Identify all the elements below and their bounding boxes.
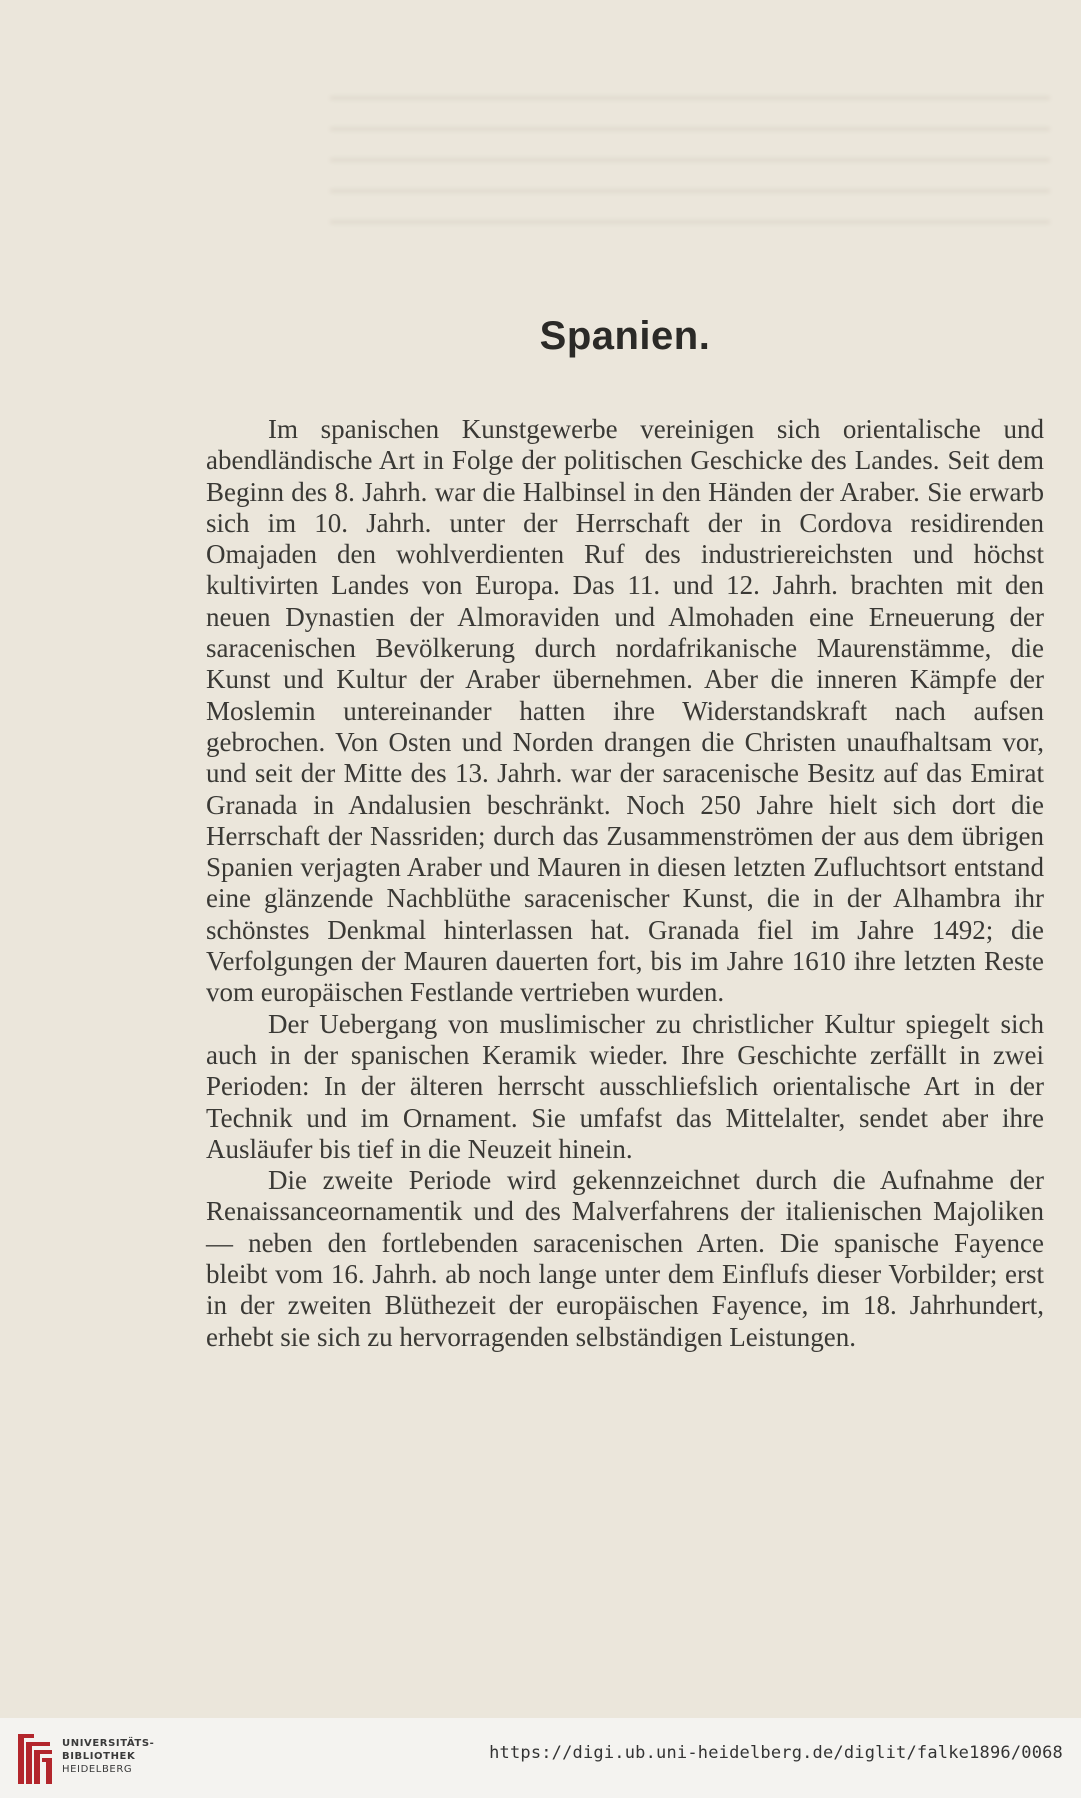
library-name — [62, 1737, 154, 1776]
permalink-url[interactable]: https://digi.ub.uni-heidelberg.de/diglit/falke1896/0068 — [489, 1743, 1063, 1763]
bleed-through-text — [330, 78, 1050, 238]
library-name-line3: HEIDELBERG — [62, 1764, 133, 1775]
paragraph-1: Im spanischen Kunstgewerbe vereinigen sich orientalische und abendländische Art in Folge der politischen Geschicke des Landes. Seit dem Beginn des 8. Jahrh. war die Halbinsel in den Händen der Araber. Sie erwarb sich im 10. Jahrh. unter der Herrschaft der in Cordova residirenden Omajaden den wohlverdienten Ruf des industriereichsten und höchst kultivirten Landes von Europa. Das 11. und 12. Jahrh. brachten mit den neuen Dynastien der Almoraviden und Almohaden eine Erneuerung der saracenischen Bevölkerung durch nordafrikanische Maurenstämme, die Kunst und Kultur der Araber übernehmen. Aber die inneren Kämpfe der Moslemin untereinander hatten ihre Widerstandskraft nach aufsen gebrochen. Von Osten und Norden drangen die Christen unaufhaltsam vor, und seit der Mitte des 13. Jahrh. war der saracenische Besitz auf das Emirat Granada in Andalusien beschränkt. Noch 250 Jahre hielt sich dort die Herrschaft der Nassriden; durch das Zusammenströmen der aus dem übrigen Spanien verjagten Araber und Mauren in diesen letzten Zufluchtsort entstand eine glänzende Nachblüthe saracenischer Kunst, die in der Alhambra ihr schönstes Denkmal hinterlassen hat. Granada fiel im Jahre 1492; die Verfolgungen der Mauren dauerten fort, bis im Jahre 1610 ihre letzten Reste vom europäischen Festlande vertrieben wurden. — [206, 414, 1044, 1008]
library-name-line1: UNIVERSITÄTS- — [62, 1738, 155, 1749]
paragraph-2: Der Uebergang von muslimischer zu christlicher Kultur spiegelt sich auch in der spanischen Keramik wieder. Ihre Geschichte zerfällt in zwei Perioden: In der älteren herrscht ausschliefslich orientalische Art in der Technik und im Ornament. Sie umfafst das Mittelalter, sendet aber ihre Ausläufer bis tief in die Neuzeit hinein. — [206, 1008, 1044, 1164]
page-title: Spanien. — [539, 314, 711, 358]
library-logo-icon — [12, 1730, 56, 1788]
paragraph-3: Die zweite Periode wird gekennzeichnet durch die Aufnahme der Renaissanceornamentik und des Malverfahrens der italienischen Majoliken — neben den fortlebenden saracenischen Arten. Die spanische Fayence bleibt vom 16. Jahrh. ab noch lange unter dem Einflufs dieser Vorbilder; erst in der zweiten Blüthezeit der europäischen Fayence, im 18. Jahrhundert, erhebt sie sich zu hervorragenden selbständigen Leistungen. — [206, 1165, 1044, 1352]
body-text — [206, 414, 1044, 1353]
library-name-line2: BIBLIOTHEK — [62, 1751, 136, 1762]
